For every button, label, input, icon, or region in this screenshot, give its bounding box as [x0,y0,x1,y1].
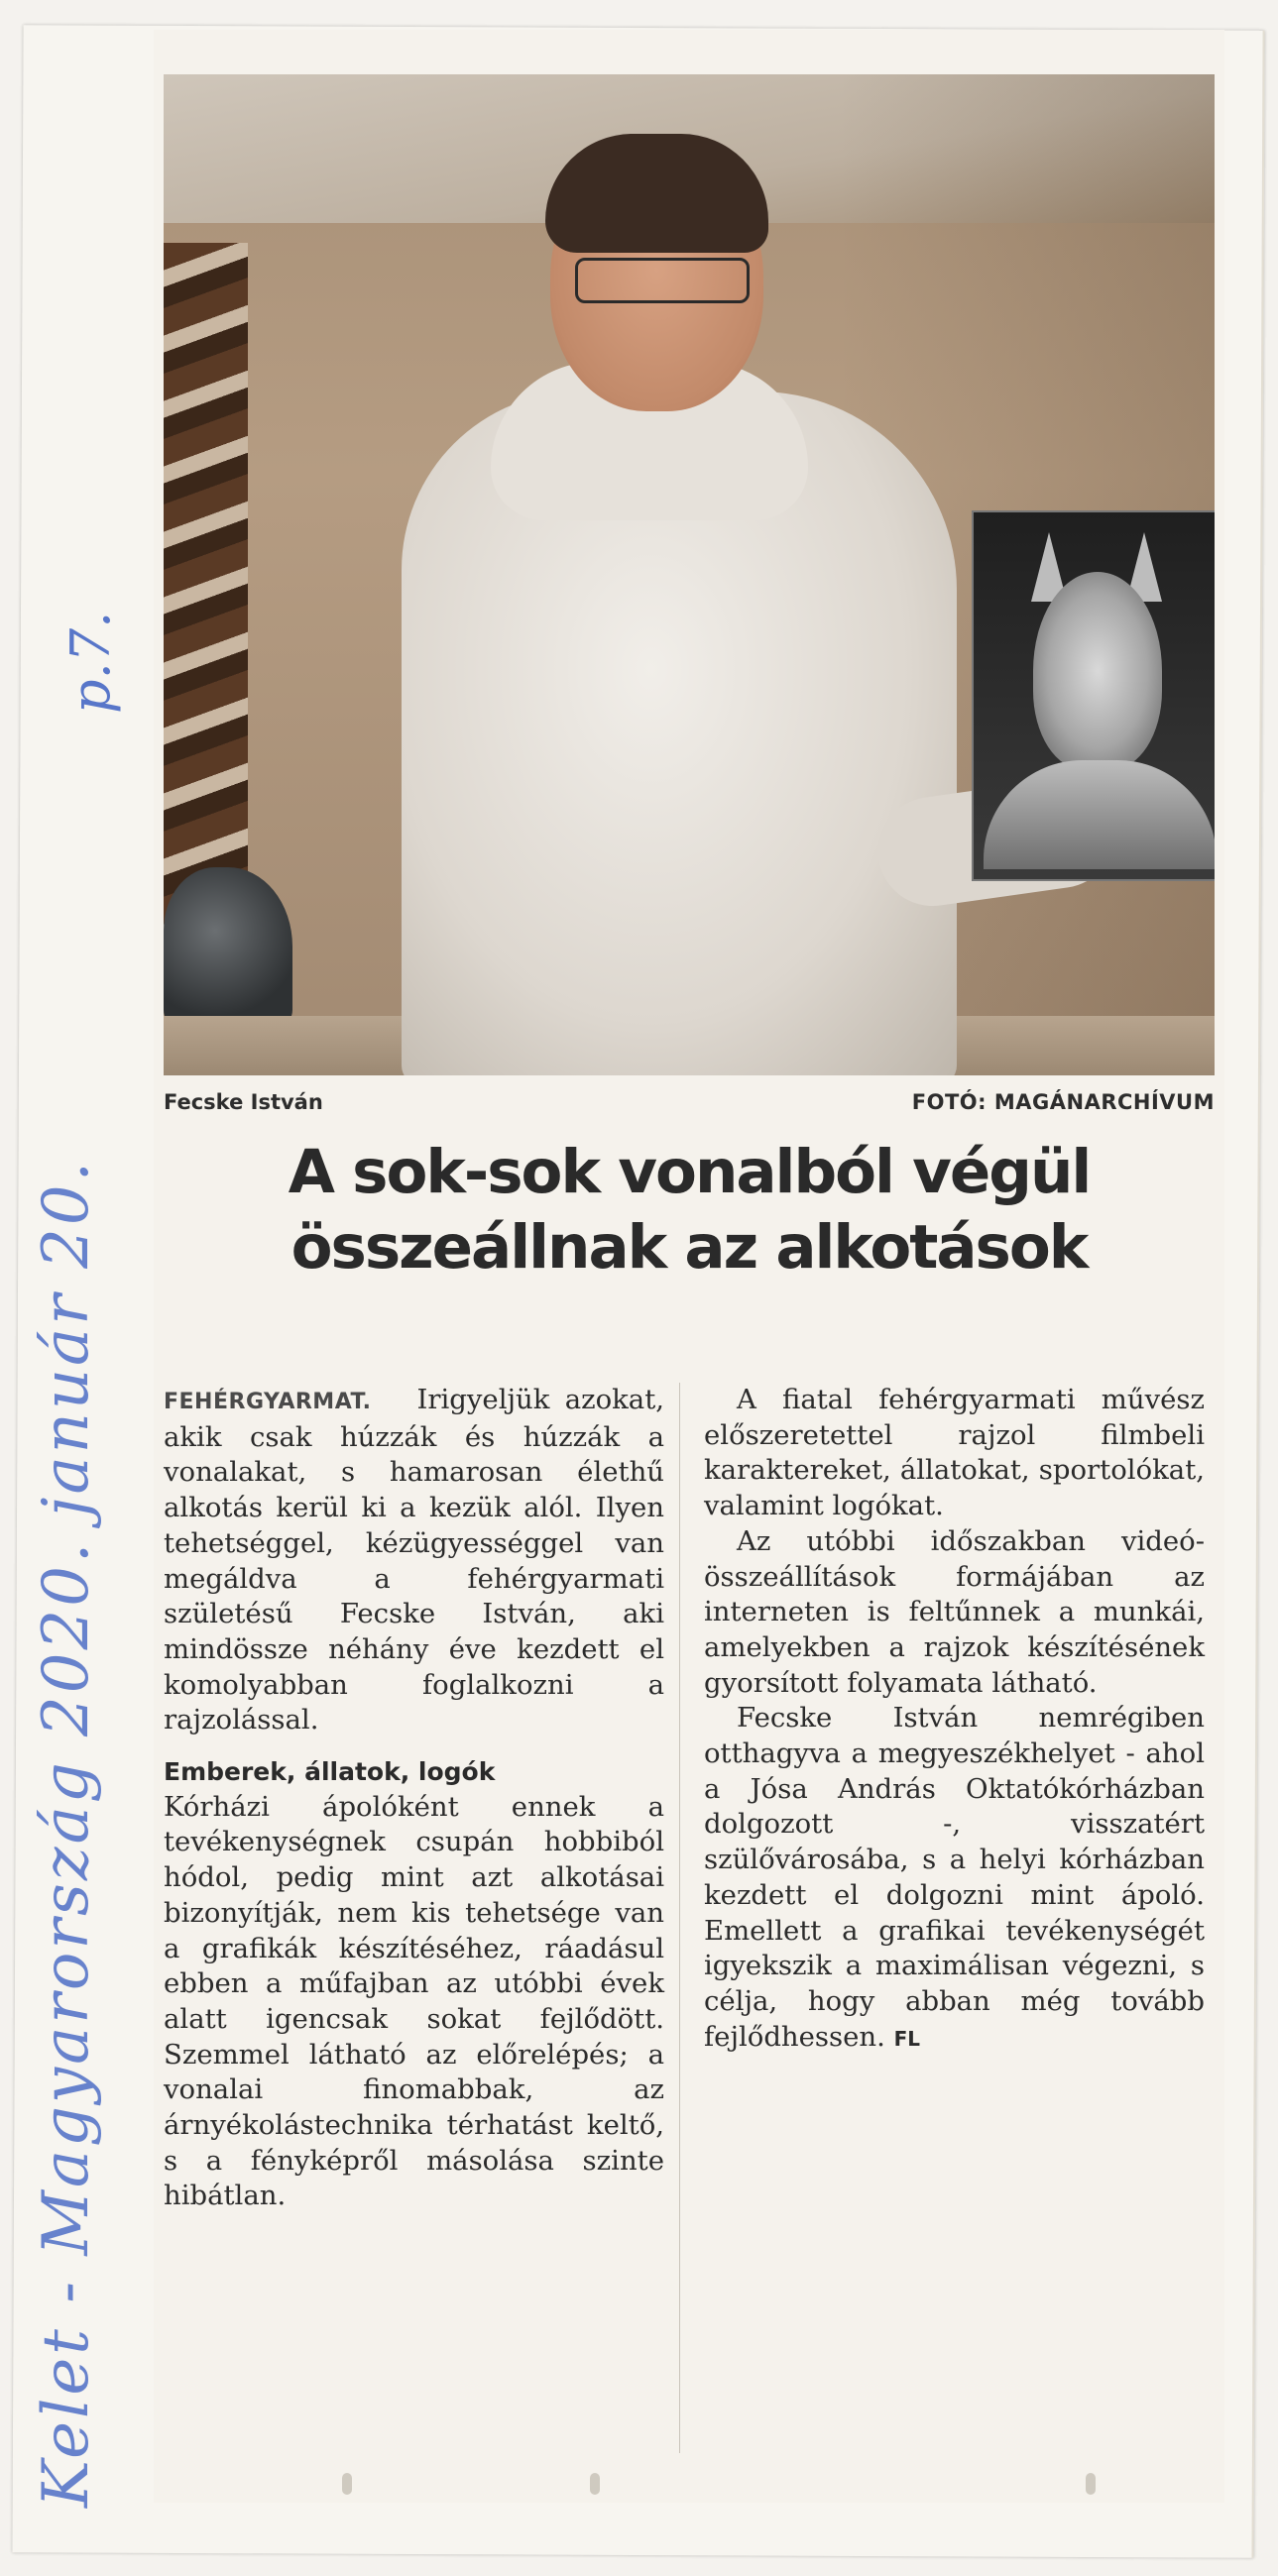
photo-credit: FOTÓ: MAGÁNARCHÍVUM [911,1090,1215,1114]
staple-mark [590,2473,600,2495]
headline-line-1: A sok-sok vonalból végül [288,1137,1091,1207]
photo-curtain [164,243,248,937]
newspaper-clipping [154,30,1224,2503]
staple-mark [1086,2473,1096,2495]
handwritten-page-note: p.7. [59,611,122,714]
batman-drawing [972,510,1215,881]
paragraph-5: Fecske István nemrégiben otthagyva a megyeszékhelyet - ahol a Jósa András Oktatókórházban dolgozott -, visszatért szülővárosába, s a helyi kórházban kezdett el dolgozni mint ápoló. Emellett a grafikai tevékenységét igyekszik a maximálisan végezni, s célja, hogy abban még tovább fejlődhessen. [704,1702,1205,2053]
glasses-icon [575,258,750,303]
article-subhead: Emberek, állatok, logók [164,1757,496,1787]
author-signoff: FL [893,2026,921,2051]
staple-mark [342,2473,352,2495]
article-column-right [704,1383,1205,2057]
headline-line-2: összeállnak az alkotások [290,1212,1088,1283]
dateline: FEHÉRGYARMAT. [164,1390,372,1414]
photo-caption [164,1090,1215,1124]
paragraph-3: A fiatal fehérgyarmati művész előszeretettel rajzol filmbeli karaktereket, állatokat, sportolókat, valamint logókat. [704,1384,1205,1522]
paragraph-4: Az utóbbi időszakban videó-összeállítások formájában az interneten is feltűnnek a munkái, amelyekben a rajzok készítésének gyorsított folyamata látható. [704,1524,1205,1699]
article-headline [164,1135,1215,1286]
article-column-left [164,1383,664,2214]
handwritten-source-note: Kelet - Magyarország 2020. január 20. [30,1159,103,2508]
article-photo [164,74,1215,1075]
photo-subject-name: Fecske István [164,1090,323,1114]
paragraph-1: Irigyeljük azokat, akik csak húzzák és húzzák a vonalakat, s hamarosan élethű alkotás kerül ki a kezük alól. Ilyen tehetséggel, kézügyességgel van megáldva a fehérgyarmati születésű Fecske István, aki mindössze néhány éve kezdett el komolyabban foglalkozni a rajzolással. [164,1384,664,1736]
photo-bag [164,867,292,1026]
paragraph-2: Kórházi ápolóként ennek a tevékenységnek csupán hobbiból hódol, pedig mint azt alkotásai bizonyítják, nem kis tehetsége van a grafikák készítéséhez, ráadásul ebben a műfajban az utóbbi évek alatt igencsak sokat fejlődött. Szemmel látható az előrelépés; a vonalai finomabbak, az árnyékolástechnika térhatást keltő, s a fényképről másolása szinte hibátlan. [164,1790,664,2212]
